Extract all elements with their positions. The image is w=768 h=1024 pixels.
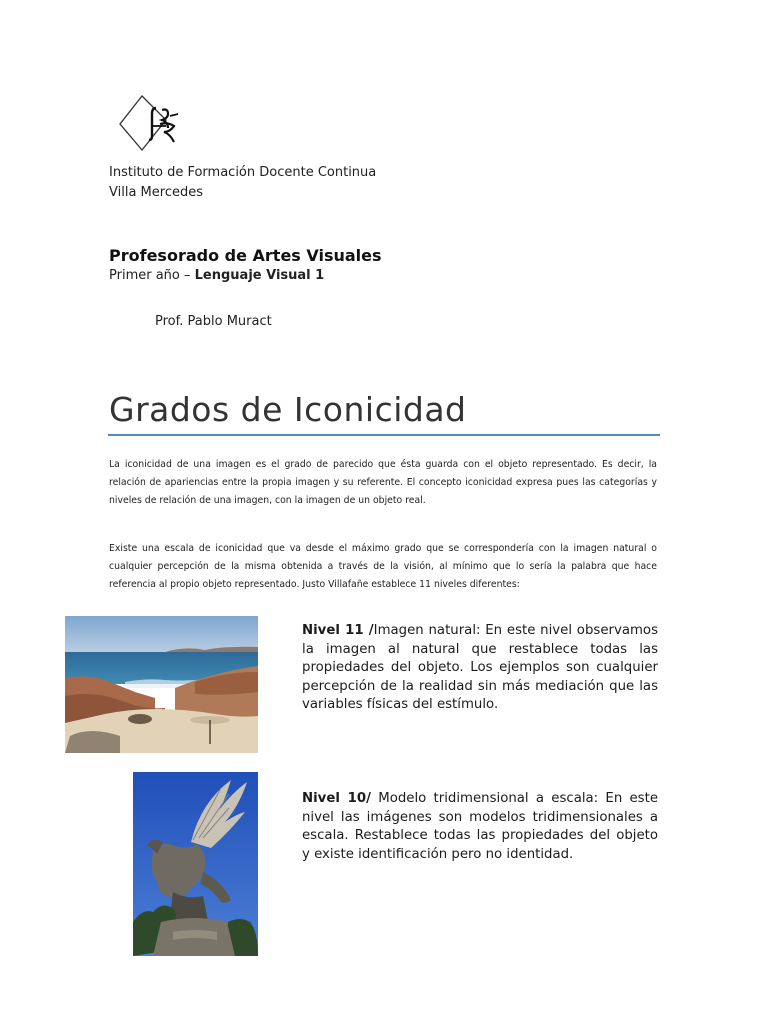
- program-title: Profesorado de Artes Visuales: [109, 246, 382, 265]
- intro-paragraph: La iconicidad de una imagen es el grado de parecido que ésta guarda con el objeto representado. Es decir, la relación de apariencias entre la propia imagen y su referente. El concepto iconicidad expresa pues las categorías y niveles de relación de una imagen, con la imagen de un objeto real.: [109, 459, 657, 506]
- beach-photo: [65, 616, 258, 753]
- title-underline: [108, 434, 660, 436]
- level-10-description: [302, 790, 658, 864]
- level-10-text: Modelo tridimensional a escala: En este nivel las imágenes son modelos tridimensionales a escala. Restablece todas las propiedades del objeto y existe identificación pero no identidad.: [302, 791, 659, 862]
- level-10-label: Nivel 10/: [302, 791, 371, 806]
- level-11-text: Imagen natural: En este nivel observamos la imagen al natural que restablece todas las propiedades del objeto. Los ejemplos son cualquier percepción de la realidad sin más mediación que las variables físicas del estímulo.: [302, 623, 658, 712]
- program-subtitle: [109, 268, 324, 283]
- level-11-label: Nivel 11 /: [302, 623, 374, 638]
- institute-name: [109, 163, 376, 203]
- scale-paragraph: Existe una escala de iconicidad que va desde el máximo grado que se correspondería con la imagen natural o cualquier percepción de la misma obtenida a través de la visión, al mínimo que lo sería la palabra que hace referencia al propio objeto representado. Justo Villafañe establece 11 niveles diferentes:: [109, 543, 657, 590]
- year-label: Primer año –: [109, 268, 195, 283]
- fallen-angel-statue-photo: [133, 772, 258, 956]
- level-11-description: [302, 622, 658, 715]
- isfdc-logo-icon: [116, 94, 188, 154]
- professor-name: Prof. Pablo Muract: [155, 314, 272, 329]
- page-title: Grados de Iconicidad: [109, 390, 467, 429]
- institute-logo: [116, 94, 188, 154]
- institute-line-1: Instituto de Formación Docente Continua: [109, 165, 377, 180]
- subject-label: Lenguaje Visual 1: [194, 268, 325, 283]
- institute-line-2: Villa Mercedes: [109, 185, 203, 200]
